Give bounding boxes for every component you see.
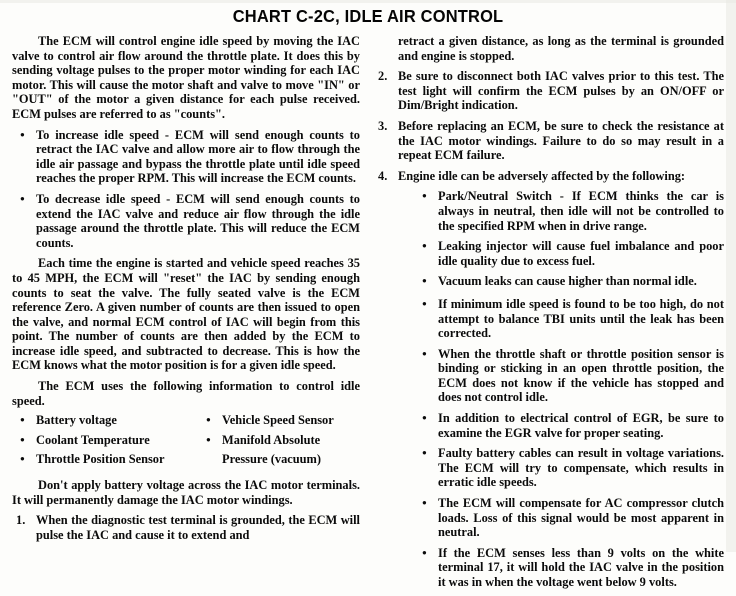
list-item: [374, 297, 724, 341]
step-text-continued: retract a given distance, as long as the terminal is grounded and engine is stopped.: [398, 34, 724, 63]
list-item: [374, 347, 724, 405]
factor-low-voltage-terminal-17: If the ECM senses less than 9 volts on the white terminal 17, it will hold the IAC valve in the position it was in when the voltage went below 9 volts.: [438, 545, 724, 589]
list-item: [12, 452, 198, 469]
step-text: When the diagnostic test terminal is grounded, the ECM will pulse the IAC and cause it to extend and: [36, 513, 360, 542]
list-item: [374, 411, 724, 440]
list-item: [374, 274, 724, 291]
step-number: 1.: [16, 513, 26, 528]
numbered-step-4: [374, 169, 724, 184]
list-item: [374, 446, 724, 490]
bullet-icon: [374, 297, 438, 314]
ecm-inputs-column-one: [12, 413, 198, 472]
step-text: Engine idle can be adversely affected by the following:: [398, 168, 686, 183]
numbered-step-1: [12, 513, 360, 542]
page-title: CHART C-2C, IDLE AIR CONTROL: [232, 6, 504, 26]
bullet-icon: [374, 496, 438, 513]
numbered-step-3: [374, 119, 724, 163]
bullet-icon: [198, 413, 222, 430]
bullet-icon: [374, 546, 438, 563]
list-item: [12, 433, 198, 450]
step-number: 4.: [378, 168, 388, 183]
list-item: [12, 413, 198, 430]
bullet-icon: [374, 411, 438, 428]
numbered-step-1-continued: [374, 34, 724, 63]
left-column: [12, 34, 360, 548]
idle-affecting-factors-list: [374, 189, 724, 589]
factor-park-neutral-switch: Park/Neutral Switch - If ECM thinks the car is always in neutral, then idle will not be controlled to the specified RPM when in drive range.: [438, 189, 724, 233]
bullet-icon: [374, 189, 438, 206]
factor-faulty-battery-cables: Faulty battery cables can result in voltage variations. The ECM will try to compensate, which results in erratic idle speeds.: [438, 446, 724, 490]
factor-vacuum-leaks: Vacuum leaks can cause higher than normal idle.: [438, 274, 697, 289]
bullet-icon: [12, 413, 36, 430]
bullet-icon: [374, 239, 438, 256]
list-item: [198, 413, 334, 430]
bullet-icon: [12, 433, 36, 450]
list-item: [12, 128, 360, 186]
bullet-icon: [12, 192, 36, 209]
numbered-step-2: [374, 69, 724, 113]
ecm-inputs-list: [12, 413, 360, 472]
input-manifold-absolute-continuation: Pressure (vacuum): [222, 452, 321, 467]
intro-paragraph: The ECM will control engine idle speed by moving the IAC valve to control air flow around the throttle plate. It does this by sending voltage pulses to the proper motor winding for each IAC motor. This will cause the motor shaft and valve to move "IN" or "OUT" of the motor a given distance for each pulse received. ECM pulses are referred to as "counts".: [12, 34, 360, 121]
factor-throttle-shaft-binding: When the throttle shaft or throttle position sensor is binding or sticking in an open throttle position, the ECM does not know if the vehicle has stopped and does not control idle.: [438, 346, 724, 405]
input-battery-voltage: Battery voltage: [36, 413, 117, 428]
list-item: [374, 496, 724, 540]
factor-leaking-injector: Leaking injector will cause fuel imbalance and poor idle quality due to excess fuel.: [438, 239, 724, 268]
step-text: Be sure to disconnect both IAC valves prior to this test. The test light will confirm the ECM pulses by an ON/OFF or Dim/Bright indication.: [398, 69, 724, 113]
bullet-icon: [374, 446, 438, 463]
decrease-idle-text: To decrease idle speed - ECM will send enough counts to extend the IAC valve and reduce air flow through the idle passage around the throttle plate. This will reduce the ECM counts.: [36, 191, 360, 250]
reset-paragraph: Each time the engine is started and vehicle speed reaches 35 to 45 MPH, the ECM will "reset" the IAC by sending enough counts to seat the valve. The fully seated valve is the ECM reference Zero. A given number of counts are then issued to open the valve, and normal ECM control of IAC will begin from this point. The number of counts are then added by the ECM to increase idle speed, and subtracted to decrease. This is how the ECM knows what the motor position is for a given idle speed.: [12, 256, 360, 373]
list-item: [374, 239, 724, 268]
step-number: 2.: [378, 69, 388, 84]
scan-artifact: [726, 0, 736, 552]
increase-idle-text: To increase idle speed - ECM will send enough counts to retract the IAC valve and allow more air to flow through the idle air passage and bypass the throttle plate until idle speed reaches the proper RPM. This will increase the ECM counts.: [36, 127, 360, 186]
bullet-icon: [198, 433, 222, 450]
input-vehicle-speed-sensor: Vehicle Speed Sensor: [222, 413, 334, 428]
inputs-lead-paragraph: The ECM uses the following information to control idle speed.: [12, 379, 360, 408]
factor-egr-valve: In addition to electrical control of EGR, be sure to examine the EGR valve for proper seating.: [438, 411, 724, 440]
step-text: Before replacing an ECM, be sure to check the resistance at the IAC motor windings. Failure to do so may result in a repeat ECM failure.: [398, 118, 724, 163]
bullet-icon: [12, 452, 36, 469]
list-item: [374, 546, 724, 590]
idle-speed-bullets: [12, 128, 360, 251]
factor-minimum-idle-speed: If minimum idle speed is found to be too high, do not attempt to balance TBI units until the leak has been corrected.: [438, 296, 724, 341]
input-manifold-absolute: Manifold Absolute: [222, 432, 321, 447]
factor-ac-compressor-clutch: The ECM will compensate for AC compressor clutch loads. Loss of this signal would be most apparent in neutral.: [438, 496, 724, 540]
warning-paragraph: Don't apply battery voltage across the IAC motor terminals. It will permanently damage the IAC motor windings.: [12, 478, 360, 507]
ecm-inputs-column-two: [198, 413, 334, 472]
bullet-icon: [374, 347, 438, 364]
input-throttle-position-sensor: Throttle Position Sensor: [36, 452, 165, 467]
bullet-icon: [374, 274, 438, 291]
step-number: 3.: [378, 118, 388, 133]
input-coolant-temperature: Coolant Temperature: [36, 432, 150, 447]
list-item: [198, 433, 334, 450]
scan-artifact: [0, 0, 736, 3]
list-item: [374, 189, 724, 233]
right-column: [374, 34, 724, 596]
bullet-icon: [12, 128, 36, 145]
list-item: [12, 192, 360, 250]
